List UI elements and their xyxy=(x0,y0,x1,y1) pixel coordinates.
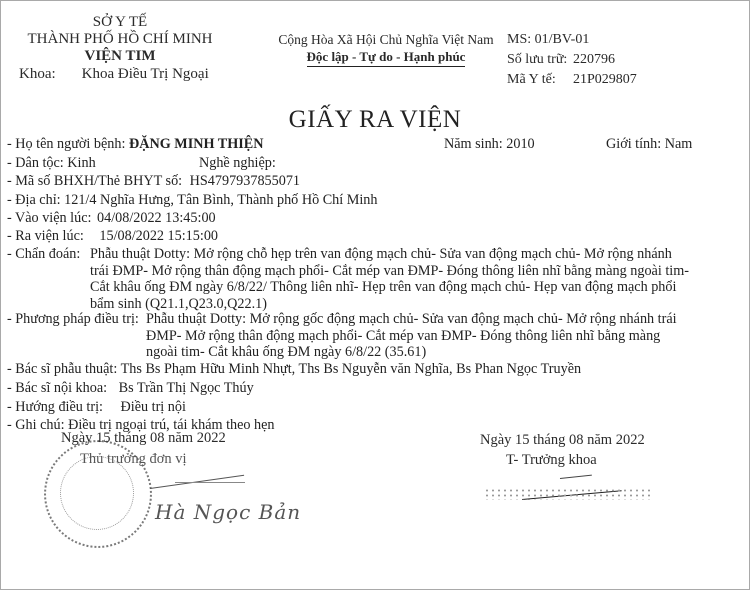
medical-code-value: 21P029807 xyxy=(573,72,637,87)
department-label: Khoa: xyxy=(19,66,56,82)
right-signature-date: Ngày 15 tháng 08 năm 2022 xyxy=(480,432,645,448)
birth-year-label: Năm sinh: xyxy=(444,136,503,152)
address-row xyxy=(7,192,378,209)
internist-value: Bs Trần Thị Ngọc Thúy xyxy=(118,380,254,396)
national-motto: Độc lập - Tự do - Hạnh phúc xyxy=(307,48,466,67)
diagnosis-line: trái ĐMP- Mở rộng thân động mạch phổi- Cắt mép van ĐMP- Đóng thông liên nhĩ bằng màng ngoài tim- xyxy=(90,262,689,279)
ethnicity-label: - Dân tộc: xyxy=(7,155,64,171)
ethnicity-value: Kinh xyxy=(67,155,96,171)
insurance-row xyxy=(7,173,300,190)
gender-label: Giới tính: xyxy=(606,136,662,152)
occupation-row xyxy=(199,155,276,172)
discharge-label: - Ra viện lúc: xyxy=(7,228,84,244)
diagnosis-line: Cắt khâu ống ĐM ngày 6/8/22/ Thông liên nhĩ- Hẹp trên van động mạch chủ- Hẹp van động mạch phổi xyxy=(90,279,677,295)
birth-year-value: 2010 xyxy=(506,136,535,152)
medical-code-label: Mã Y tế: xyxy=(507,72,556,87)
document-title: GIẤY RA VIỆN xyxy=(288,106,462,133)
diagnosis-label: - Chẩn đoán: xyxy=(7,246,81,262)
treatment-line: Phẫu thuật Dotty: Mở rộng gốc động mạch chủ- Sửa van động mạch chủ- Mở rộng nhánh trái xyxy=(146,311,677,327)
admission-value: 04/08/2022 13:45:00 xyxy=(97,210,216,226)
note-label: - Ghi chú: xyxy=(7,417,65,433)
archive-number-value: 220796 xyxy=(573,52,615,67)
diagnosis-line: bẩm sinh (Q21.1,Q23.0,Q22.1) xyxy=(90,295,267,312)
gender-value: Nam xyxy=(664,136,693,152)
address-value: 121/4 Nghĩa Hưng, Tân Bình, Thành phố Hồ Chí Minh xyxy=(64,192,378,208)
internist-label: - Bác sĩ nội khoa: xyxy=(7,380,108,396)
insurance-label: - Mã số BHXH/Thẻ BHYT số: xyxy=(7,173,183,189)
occupation-label: Nghề nghiệp: xyxy=(199,155,276,171)
treatment-text xyxy=(146,311,677,361)
left-signature-stroke xyxy=(175,482,245,483)
department-row xyxy=(19,66,209,83)
right-signature-stamp-residue xyxy=(484,488,654,500)
document-codes xyxy=(507,30,637,90)
patient-name-label: - Họ tên người bệnh: xyxy=(7,136,126,152)
patient-name-value: ĐẶNG MINH THIỆN xyxy=(128,136,264,152)
country-name: Cộng Hòa Xã Hội Chủ Nghĩa Việt Nam xyxy=(278,32,494,47)
left-signature-role: Thủ trưởng đơn vị xyxy=(80,451,187,467)
discharge-row xyxy=(7,228,218,245)
treatment-direction-value: Điều trị nội xyxy=(120,399,186,415)
diagnosis-text xyxy=(90,246,689,312)
treatment-section xyxy=(7,311,677,361)
archive-number-label: Số lưu trữ: xyxy=(507,52,568,67)
diagnosis-line: Phẫu thuật Dotty: Mở rộng chỗ hẹp trên van động mạch chủ- Sửa van động mạch chủ- Mở rộng nhánh xyxy=(90,246,672,262)
national-header xyxy=(248,31,524,67)
treatment-direction-row xyxy=(7,399,186,416)
patient-name-row xyxy=(7,136,264,153)
medical-code-row xyxy=(507,70,637,90)
surgeons-row xyxy=(7,361,581,378)
left-signature-date: Ngày 15 tháng 08 năm 2022 xyxy=(61,430,226,446)
discharge-value: 15/08/2022 15:15:00 xyxy=(99,228,219,244)
treatment-label: - Phương pháp điều trị: xyxy=(7,311,139,327)
internist-row xyxy=(7,380,254,397)
authority-line-1: SỞ Y TẾ xyxy=(92,14,148,30)
insurance-value: HS4797937855071 xyxy=(189,173,301,189)
treatment-line: ĐMP- Mở rộng thân động mạch phổi- Cắt mép van ĐMP- Đóng thông liên nhĩ bằng màng xyxy=(146,327,661,344)
issuing-authority xyxy=(0,14,240,65)
right-signature-role: T- Trưởng khoa xyxy=(506,452,597,468)
birth-year-row xyxy=(444,136,535,153)
archive-number-row xyxy=(507,50,637,70)
ethnicity-row xyxy=(7,155,96,172)
treatment-direction-label: - Hướng điều trị: xyxy=(7,399,103,415)
left-signer-name: Hà Ngọc Bản xyxy=(155,500,302,524)
form-code-label: MS: xyxy=(507,32,532,47)
note-value: Điều trị ngoại trú, tái khám theo hẹn xyxy=(68,417,275,433)
form-code-value: 01/BV-01 xyxy=(534,32,590,47)
admission-label: - Vào viện lúc: xyxy=(7,210,92,226)
address-label: - Địa chỉ: xyxy=(7,192,61,208)
surgeons-label: - Bác sĩ phẫu thuật: xyxy=(7,361,118,377)
diagnosis-section xyxy=(7,246,689,312)
admission-row xyxy=(7,210,216,227)
department-value: Khoa Điều Trị Ngoại xyxy=(81,66,209,82)
form-code-row xyxy=(507,30,637,50)
gender-row xyxy=(606,136,692,153)
treatment-line: ngoài tim- Cắt khâu ống ĐM ngày 6/8/22 (35.61) xyxy=(146,344,427,360)
hospital-name: VIỆN TIM xyxy=(84,48,156,64)
authority-line-2: THÀNH PHỐ HỒ CHÍ MINH xyxy=(27,31,213,47)
surgeons-value: Ths Bs Phạm Hữu Minh Nhựt, Ths Bs Nguyễn văn Nghĩa, Bs Phan Ngọc Truyền xyxy=(120,361,582,377)
